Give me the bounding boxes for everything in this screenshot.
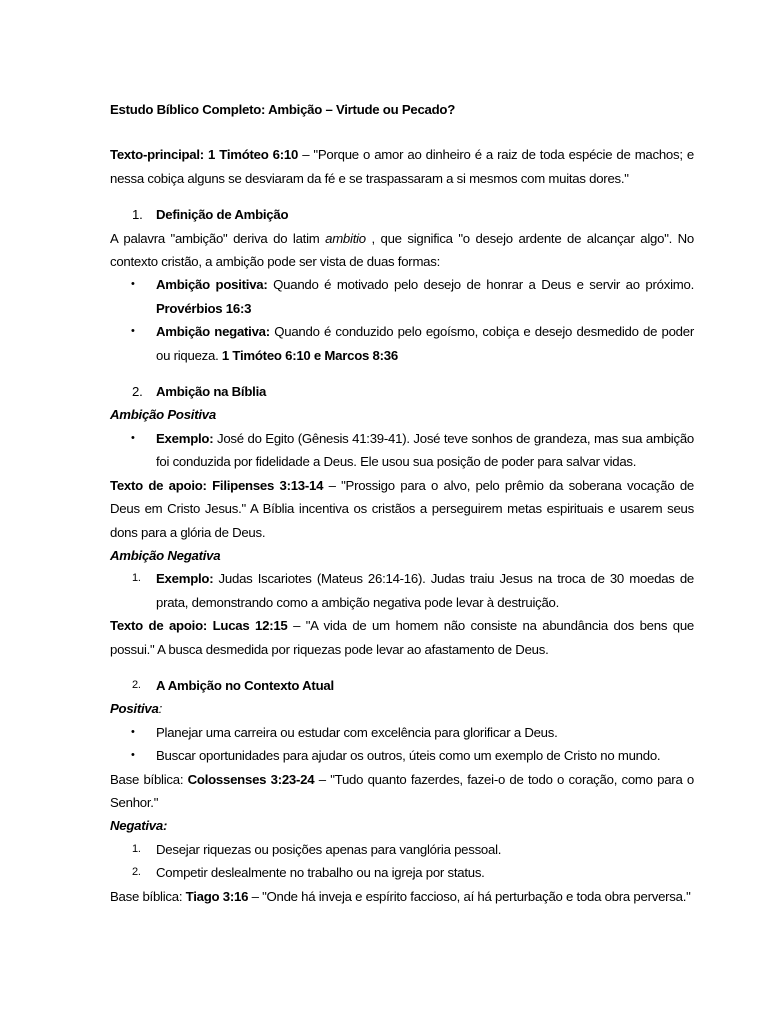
bullet-icon: • <box>131 725 135 738</box>
list-item-negative-1: 1. Desejar riquezas ou posições apenas para vanglória pessoal. <box>132 841 502 857</box>
document-page <box>110 98 694 908</box>
list-item-negative-2: 2. Competir deslealmente no trabalho ou na igreja por status. <box>132 865 485 881</box>
subheading-negative: Negativa: <box>110 818 168 834</box>
subheading-positive: Positiva: <box>110 701 162 717</box>
bullet-icon: • <box>131 278 135 291</box>
list-item-negative-ambition: • Ambição negativa: Quando é conduzido pelo egoísmo, cobiça e desejo desmedido de poder ou riqueza. 1 Timóteo 6:10 e Marcos 8:36 <box>110 320 694 367</box>
subheading-positive-ambition: Ambição Positiva <box>110 407 216 423</box>
list-item-example-judas: 1. Exemplo: Judas Iscariotes (Mateus 26:14-16). Judas traiu Jesus na troca de 30 moedas de prata, demonstrando como a ambição negativa pode levar à destruição. <box>132 571 694 610</box>
document-title: Estudo Bíblico Completo: Ambição – Virtude ou Pecado? <box>110 102 456 117</box>
support-text-luke: Texto de apoio: Lucas 12:15 – "A vida de um homem não consiste na abundância dos bens que possui." A busca desmedida por riquezas pode levar ao afastamento de Deus. <box>110 618 694 657</box>
subheading-negative-ambition: Ambição Negativa <box>110 547 221 563</box>
bullet-icon: • <box>131 431 135 444</box>
base-text-colossians: Base bíblica: Colossenses 3:23-24 – "Tudo quanto fazerdes, fazei-o de todo o coração, como para o Senhor." <box>110 771 695 810</box>
list-item-positive-2: • Buscar oportunidades para ajudar os outros, úteis como um exemplo de Cristo no mundo. <box>110 744 694 767</box>
section-1-paragraph: A palavra "ambição" deriva do latim ambitio , que significa "o desejo ardente de alcançar algo". No contexto cristão, a ambição pode ser vista de duas formas: <box>110 230 695 270</box>
section-3-heading: 2. A Ambição no Contexto Atual <box>132 677 334 693</box>
main-text-paragraph: Texto-principal: 1 Timóteo 6:10 – "Porque o amor ao dinheiro é a raiz de toda espécie de machos; e nessa cobiça alguns se desviaram da fé e se traspassaram a si mesmos com muitas dores." <box>110 147 694 186</box>
base-text-james: Base bíblica: Tiago 3:16 – "Onde há inveja e espírito faccioso, aí há perturbação e toda obra perversa." <box>110 888 691 904</box>
list-item-example-joseph: • Exemplo: José do Egito (Gênesis 41:39-41). José teve sonhos de grandeza, mas sua ambição foi conduzida por fidelidade a Deus. Ele usou sua posição de poder para salvar vidas. <box>110 427 694 474</box>
bullet-icon: • <box>131 325 135 338</box>
main-text-label: Texto-principal: 1 Timóteo 6:10 <box>110 147 299 163</box>
section-2-heading: 2. Ambição na Bíblia <box>132 384 267 400</box>
section-1-heading: 1. Definição de Ambição <box>132 207 289 223</box>
support-text-philippians: Texto de apoio: Filipenses 3:13-14 – "Prossigo para o alvo, pelo prêmio da soberana vocação de Deus em Cristo Jesus." A Bíblia incentiva os cristãos a perseguirem metas espirituais e usarem seus dons para a glória de Deus. <box>110 477 694 540</box>
bullet-icon: • <box>131 749 135 762</box>
list-item-positive-1: • Planejar uma carreira ou estudar com excelência para glorificar a Deus. <box>110 721 694 744</box>
list-item-positive-ambition: • Ambição positiva: Quando é motivado pelo desejo de honrar a Deus e servir ao próximo. Provérbios 16:3 <box>110 273 694 320</box>
